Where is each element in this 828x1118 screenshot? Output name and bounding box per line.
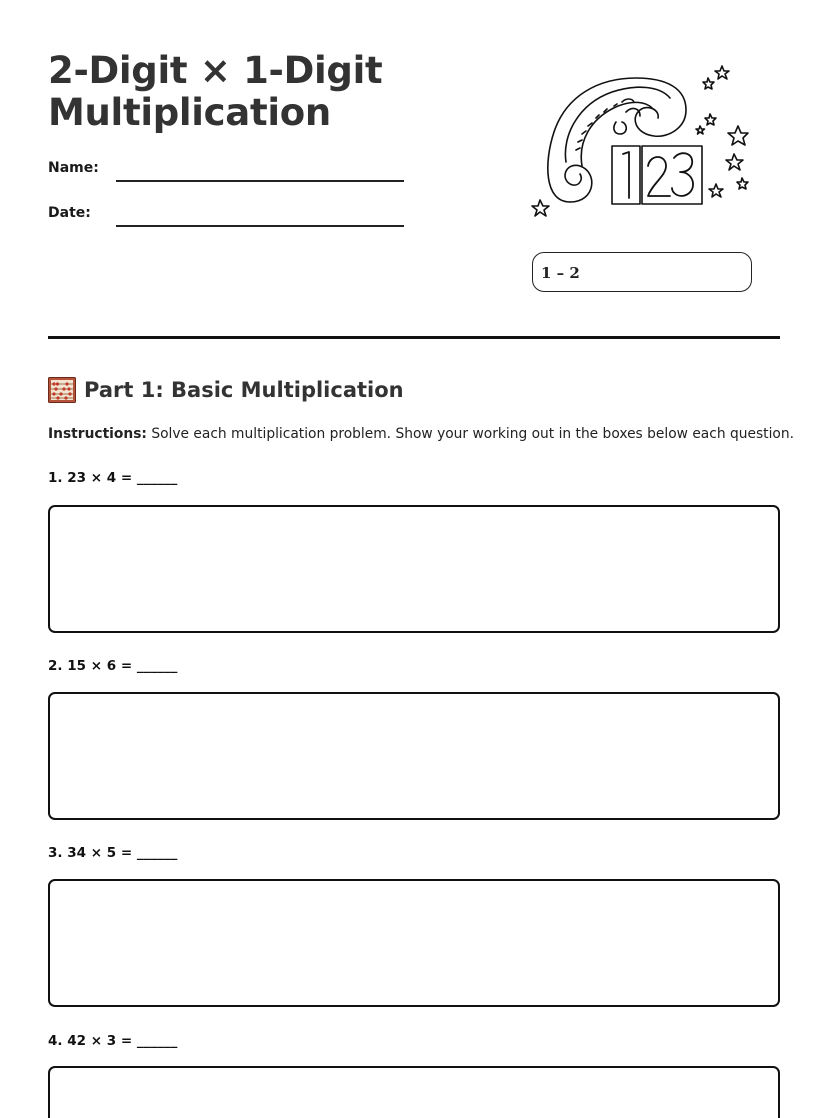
section-heading (48, 376, 404, 404)
date-label: Date: (48, 205, 91, 221)
question-1: 1. 23 × 4 = ______ (48, 470, 178, 486)
instructions-text: Solve each multiplication problem. Show your working out in the boxes below each question. (151, 426, 794, 442)
name-field-line[interactable] (116, 180, 404, 182)
level-label: 1 – 2 (541, 264, 580, 282)
question-2: 2. 15 × 6 = ______ (48, 658, 178, 674)
level-badge (532, 252, 752, 292)
question-3: 3. 34 × 5 = ______ (48, 845, 178, 861)
answer-box-3[interactable] (48, 879, 780, 1007)
date-field-line[interactable] (116, 225, 404, 227)
instructions (48, 425, 794, 443)
header-divider (48, 336, 780, 339)
question-4: 4. 42 × 3 = ______ (48, 1033, 178, 1049)
answer-box-4[interactable] (48, 1066, 780, 1118)
123-numbers-logo-icon (526, 62, 758, 224)
instructions-label: Instructions: (48, 426, 147, 442)
section-heading-text: Part 1: Basic Multiplication (84, 378, 404, 402)
name-label: Name: (48, 160, 99, 176)
worksheet-title: 2-Digit × 1-Digit Multiplication (48, 49, 383, 134)
answer-box-1[interactable] (48, 505, 780, 633)
answer-box-2[interactable] (48, 692, 780, 820)
abacus-icon (48, 377, 76, 403)
